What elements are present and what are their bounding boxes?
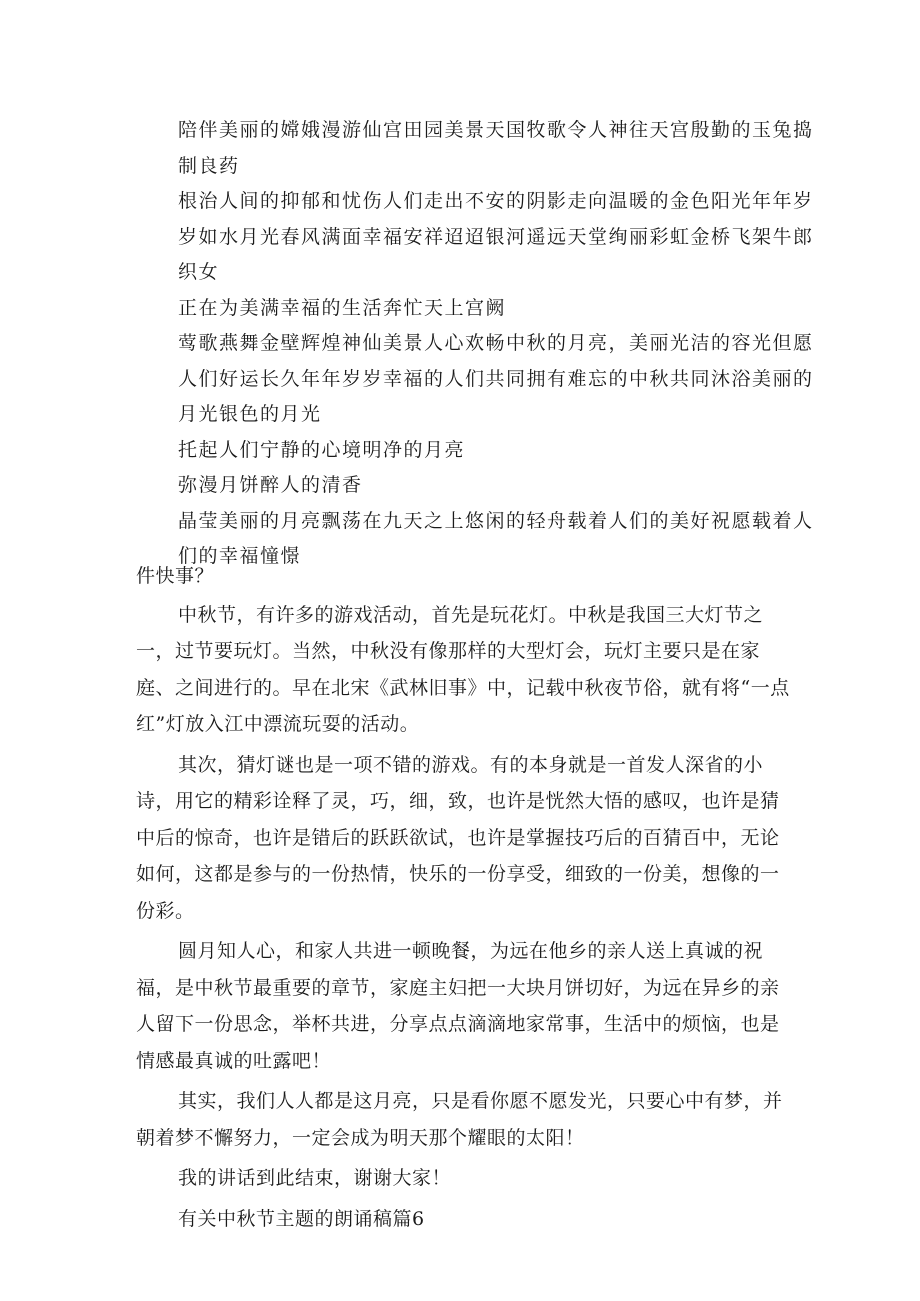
poem-line: 陪伴美丽的嫦娥漫游仙宫田园美景天国牧歌令人神往天宫殷勤的玉兔捣制良药	[178, 119, 814, 177]
poem-line: 莺歌燕舞金壁辉煌神仙美景人心欢畅中秋的月亮，美丽光洁的容光但愿人们好运长久年年岁岁幸福的人们共同拥有难忘的中秋共同沐浴美丽的月光银色的月光	[178, 332, 814, 425]
paragraph: 中秋节，有许多的游戏活动，首先是玩花灯。中秋是我国三大灯节之一，过节要玩灯。当然，中秋没有像那样的大型灯会，玩灯主要只是在家庭、之间进行的。早在北宋《武林旧事》中，记载中秋夜节俗，就有将“一点红”灯放入江中漂流玩耍的活动。	[136, 603, 790, 735]
paragraph: 其次，猜灯谜也是一项不错的游戏。有的本身就是一首发人深省的小诗，用它的精彩诠释了灵，巧，细，致，也许是恍然大悟的感叹，也许是猜中后的惊奇，也许是错后的跃跃欲试，也许是掌握技巧后的百猜百中，无论如何，这都是参与的一份热情，快乐的一份享受，细致的一份美，想像的一份彩。	[136, 753, 780, 922]
poem-line: 托起人们宁静的心境明净的月亮	[178, 438, 466, 461]
fragment-line: 件快事？	[136, 565, 215, 587]
poem-line: 根治人间的抑郁和忧伤人们走出不安的阴影走向温暖的金色阳光年年岁岁如水月光春风满面幸福安祥迢迢银河遥远天堂绚丽彩虹金桥飞架牛郎织女	[178, 190, 814, 283]
paragraph: 其实，我们人人都是这月亮，只是看你愿不愿发光，只要心中有梦，并朝着梦不懈努力，一定会成为明天那个耀眼的太阳！	[136, 1090, 783, 1149]
speech-body	[136, 558, 794, 1241]
poem-line: 弥漫月饼醉人的清香	[178, 474, 363, 496]
poem-line: 晶莹美丽的月亮飘荡在九天之上悠闲的轻舟载着人们的美好祝愿载着人们的幸福憧憬	[178, 509, 814, 567]
poem-line: 正在为美满幸福的生活奔忙天上宫阙	[178, 296, 507, 319]
paragraph: 圆月知人心，和家人共进一顿晚餐，为远在他乡的亲人送上真诚的祝福，是中秋节最重要的章节，家庭主妇把一大块月饼切好，为远在异乡的亲人留下一份思念，举杯共进，分享点点滴滴地家常事，生活中的烦恼，也是情感最真诚的吐露吧！	[136, 940, 780, 1072]
closing-line: 我的讲话到此结束，谢谢大家！	[178, 1167, 452, 1189]
poem-block	[178, 113, 818, 575]
section-heading: 有关中秋节主题的朗诵稿篇6	[178, 1207, 425, 1230]
